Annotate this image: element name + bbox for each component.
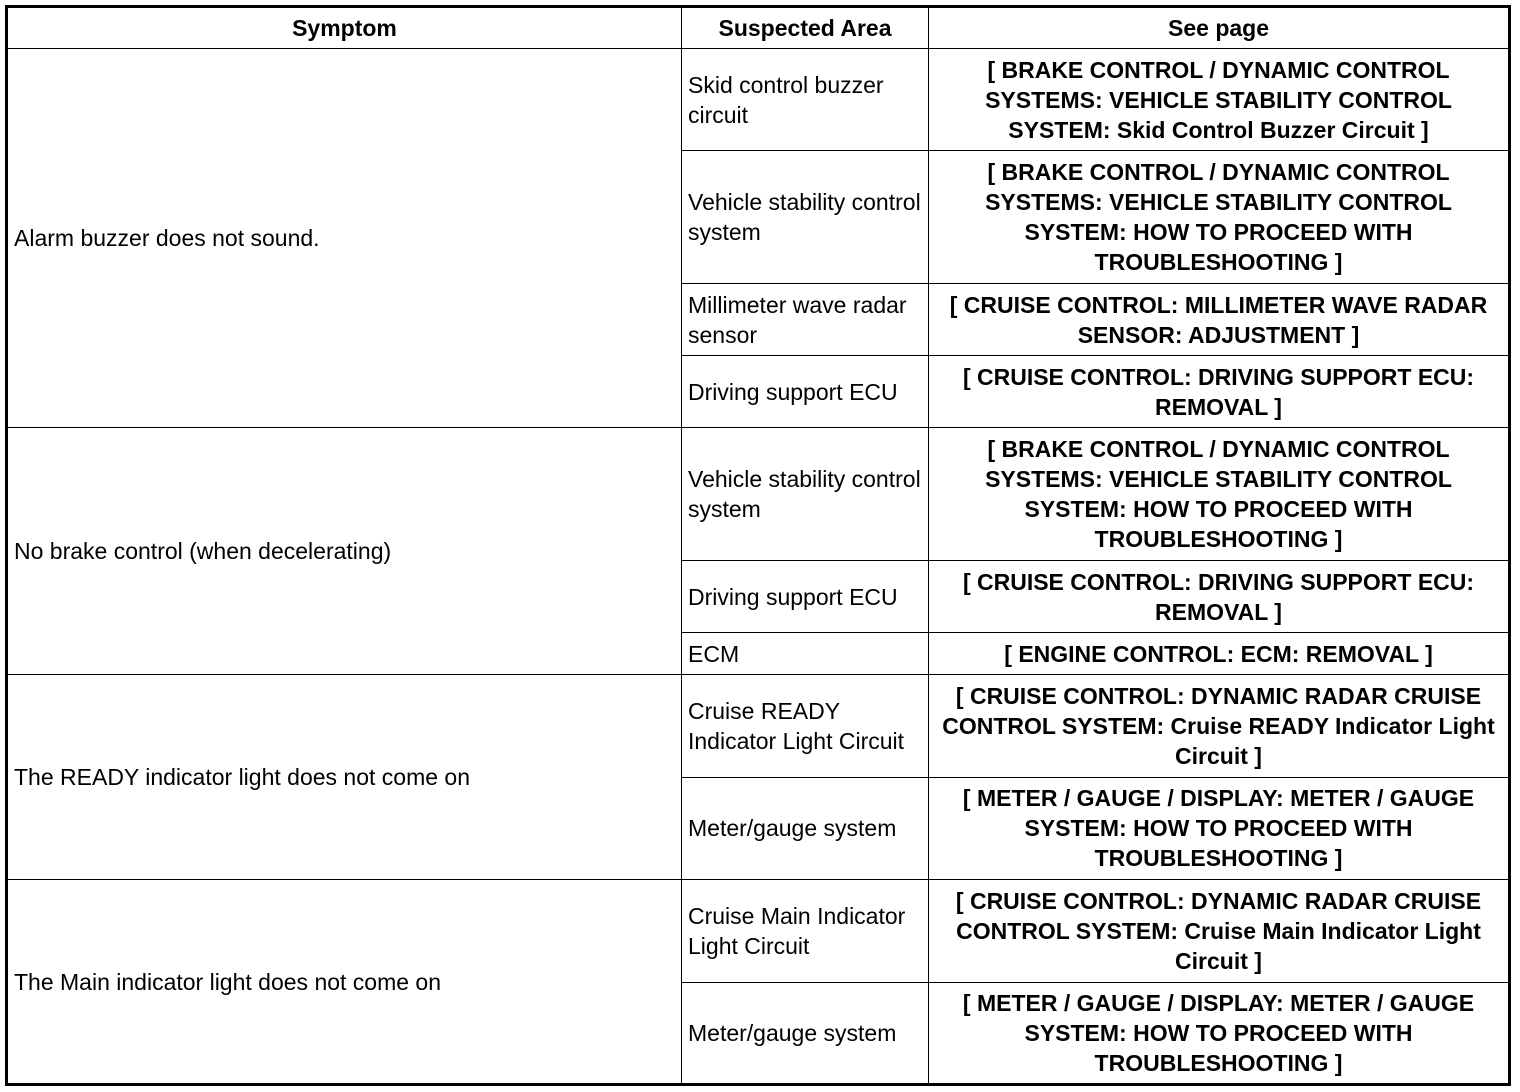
table-row	[7, 880, 1510, 982]
see-page-cell: [ BRAKE CONTROL / DYNAMIC CONTROL SYSTEMS: VEHICLE STABILITY CONTROL SYSTEM: HOW TO PROCEED WITH TROUBLESHOOTING ]	[929, 151, 1510, 284]
suspected-area-cell: ECM	[682, 633, 929, 675]
table-row	[7, 428, 1510, 561]
suspected-area-cell: Vehicle stability control system	[682, 428, 929, 561]
table-row	[7, 675, 1510, 777]
see-page-cell: [ ENGINE CONTROL: ECM: REMOVAL ]	[929, 633, 1510, 675]
symptom-cell: No brake control (when decelerating)	[7, 428, 682, 675]
symptom-cell: The Main indicator light does not come on	[7, 880, 682, 1085]
suspected-area-cell: Skid control buzzer circuit	[682, 49, 929, 151]
table-row	[7, 49, 1510, 151]
suspected-area-cell: Meter/gauge system	[682, 982, 929, 1084]
troubleshooting-table	[5, 5, 1511, 1086]
suspected-area-cell: Vehicle stability control system	[682, 151, 929, 284]
see-page-cell: [ METER / GAUGE / DISPLAY: METER / GAUGE SYSTEM: HOW TO PROCEED WITH TROUBLESHOOTING ]	[929, 777, 1510, 879]
see-page-cell: [ CRUISE CONTROL: DRIVING SUPPORT ECU: REMOVAL ]	[929, 560, 1510, 632]
symptom-cell: Alarm buzzer does not sound.	[7, 49, 682, 428]
see-page-cell: [ CRUISE CONTROL: DYNAMIC RADAR CRUISE CONTROL SYSTEM: Cruise Main Indicator Light Circuit ]	[929, 880, 1510, 982]
suspected-area-cell: Cruise Main Indicator Light Circuit	[682, 880, 929, 982]
suspected-area-cell: Driving support ECU	[682, 560, 929, 632]
header-symptom: Symptom	[7, 7, 682, 49]
see-page-cell: [ BRAKE CONTROL / DYNAMIC CONTROL SYSTEMS: VEHICLE STABILITY CONTROL SYSTEM: HOW TO PROCEED WITH TROUBLESHOOTING ]	[929, 428, 1510, 561]
header-row	[7, 7, 1510, 49]
see-page-cell: [ METER / GAUGE / DISPLAY: METER / GAUGE SYSTEM: HOW TO PROCEED WITH TROUBLESHOOTING ]	[929, 982, 1510, 1084]
header-see-page: See page	[929, 7, 1510, 49]
suspected-area-cell: Millimeter wave radar sensor	[682, 283, 929, 355]
suspected-area-cell: Driving support ECU	[682, 356, 929, 428]
see-page-cell: [ CRUISE CONTROL: DYNAMIC RADAR CRUISE CONTROL SYSTEM: Cruise READY Indicator Light Circuit ]	[929, 675, 1510, 777]
suspected-area-cell: Cruise READY Indicator Light Circuit	[682, 675, 929, 777]
see-page-cell: [ BRAKE CONTROL / DYNAMIC CONTROL SYSTEMS: VEHICLE STABILITY CONTROL SYSTEM: Skid Control Buzzer Circuit ]	[929, 49, 1510, 151]
symptom-cell: The READY indicator light does not come on	[7, 675, 682, 880]
see-page-cell: [ CRUISE CONTROL: MILLIMETER WAVE RADAR SENSOR: ADJUSTMENT ]	[929, 283, 1510, 355]
see-page-cell: [ CRUISE CONTROL: DRIVING SUPPORT ECU: REMOVAL ]	[929, 356, 1510, 428]
header-suspected-area: Suspected Area	[682, 7, 929, 49]
suspected-area-cell: Meter/gauge system	[682, 777, 929, 879]
